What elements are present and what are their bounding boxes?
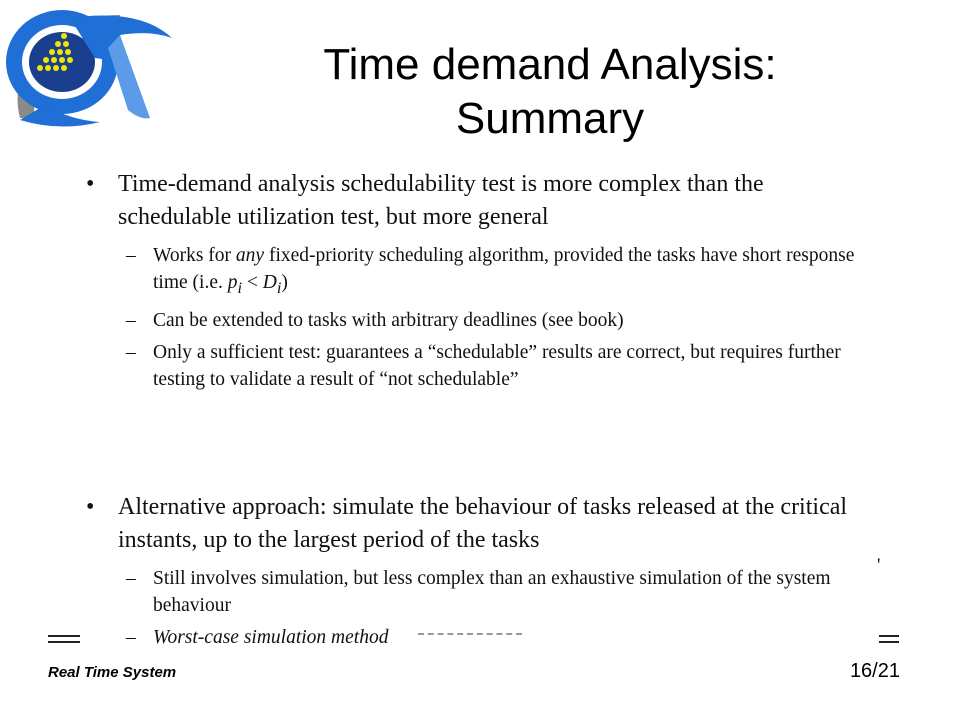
footer-divider-left (48, 635, 80, 643)
dash-mark: – (126, 567, 136, 589)
math-lt: < (242, 272, 263, 293)
sub-text: Still involves simulation, but less complex than an exhaustive simulation of the system behaviour (153, 567, 831, 616)
math-close: ) (281, 272, 288, 293)
sub-text-em: Worst-case simulation method (153, 626, 389, 648)
dash-mark: – (126, 341, 136, 363)
stray-quote-mark: ' (877, 555, 881, 576)
sub-bullet-2-2 (80, 624, 880, 651)
bullet-dot: • (86, 171, 95, 197)
sub-text-em: any (235, 245, 265, 266)
sub-bullet-1-2 (80, 307, 880, 334)
footer-dashed-rule (418, 633, 522, 635)
dash-mark: – (126, 245, 136, 266)
bullet-dot: • (86, 493, 95, 520)
sub-text-post: fixed-priority scheduling algorithm, provided the tasks have short response time (i.e. (153, 245, 855, 293)
bullet-2 (80, 491, 880, 557)
math-sub-i2: i (276, 278, 282, 297)
math-d: D (262, 272, 277, 293)
footer-divider-right (879, 635, 899, 643)
slide-title (250, 38, 850, 146)
footer-page-number: 16/21 (849, 660, 900, 682)
title-line-2: Summary (455, 94, 645, 143)
title-line-1: Time demand Analysis: (323, 40, 777, 89)
dash-mark: – (126, 309, 136, 331)
sub-bullet-1-3 (80, 339, 880, 393)
math-sub-i: i (237, 278, 242, 297)
sub-bullet-2-1 (80, 565, 880, 619)
sub-text: Can be extended to tasks with arbitrary deadlines (see book) (153, 309, 624, 331)
dash-mark: – (126, 626, 136, 648)
university-logo (0, 0, 180, 150)
sub-text-pre: Works for (153, 245, 236, 266)
bullet-2-text: Alternative approach: simulate the behaviour of tasks released at the critical instants, up to the largest period of the tasks (118, 493, 848, 553)
bullet-1-text: Time-demand analysis schedulability test is more complex than the schedulable utilization test, but more general (118, 171, 764, 230)
math-p: p (227, 272, 238, 293)
slide-body (80, 168, 880, 651)
footer-course: Real Time System (48, 664, 177, 681)
sub-bullet-1-1 (80, 242, 880, 302)
sub-text: Only a sufficient test: guarantees a “schedulable” results are correct, but requires further testing to validate a result of “not schedulable” (153, 341, 841, 390)
bullet-1 (80, 168, 880, 234)
